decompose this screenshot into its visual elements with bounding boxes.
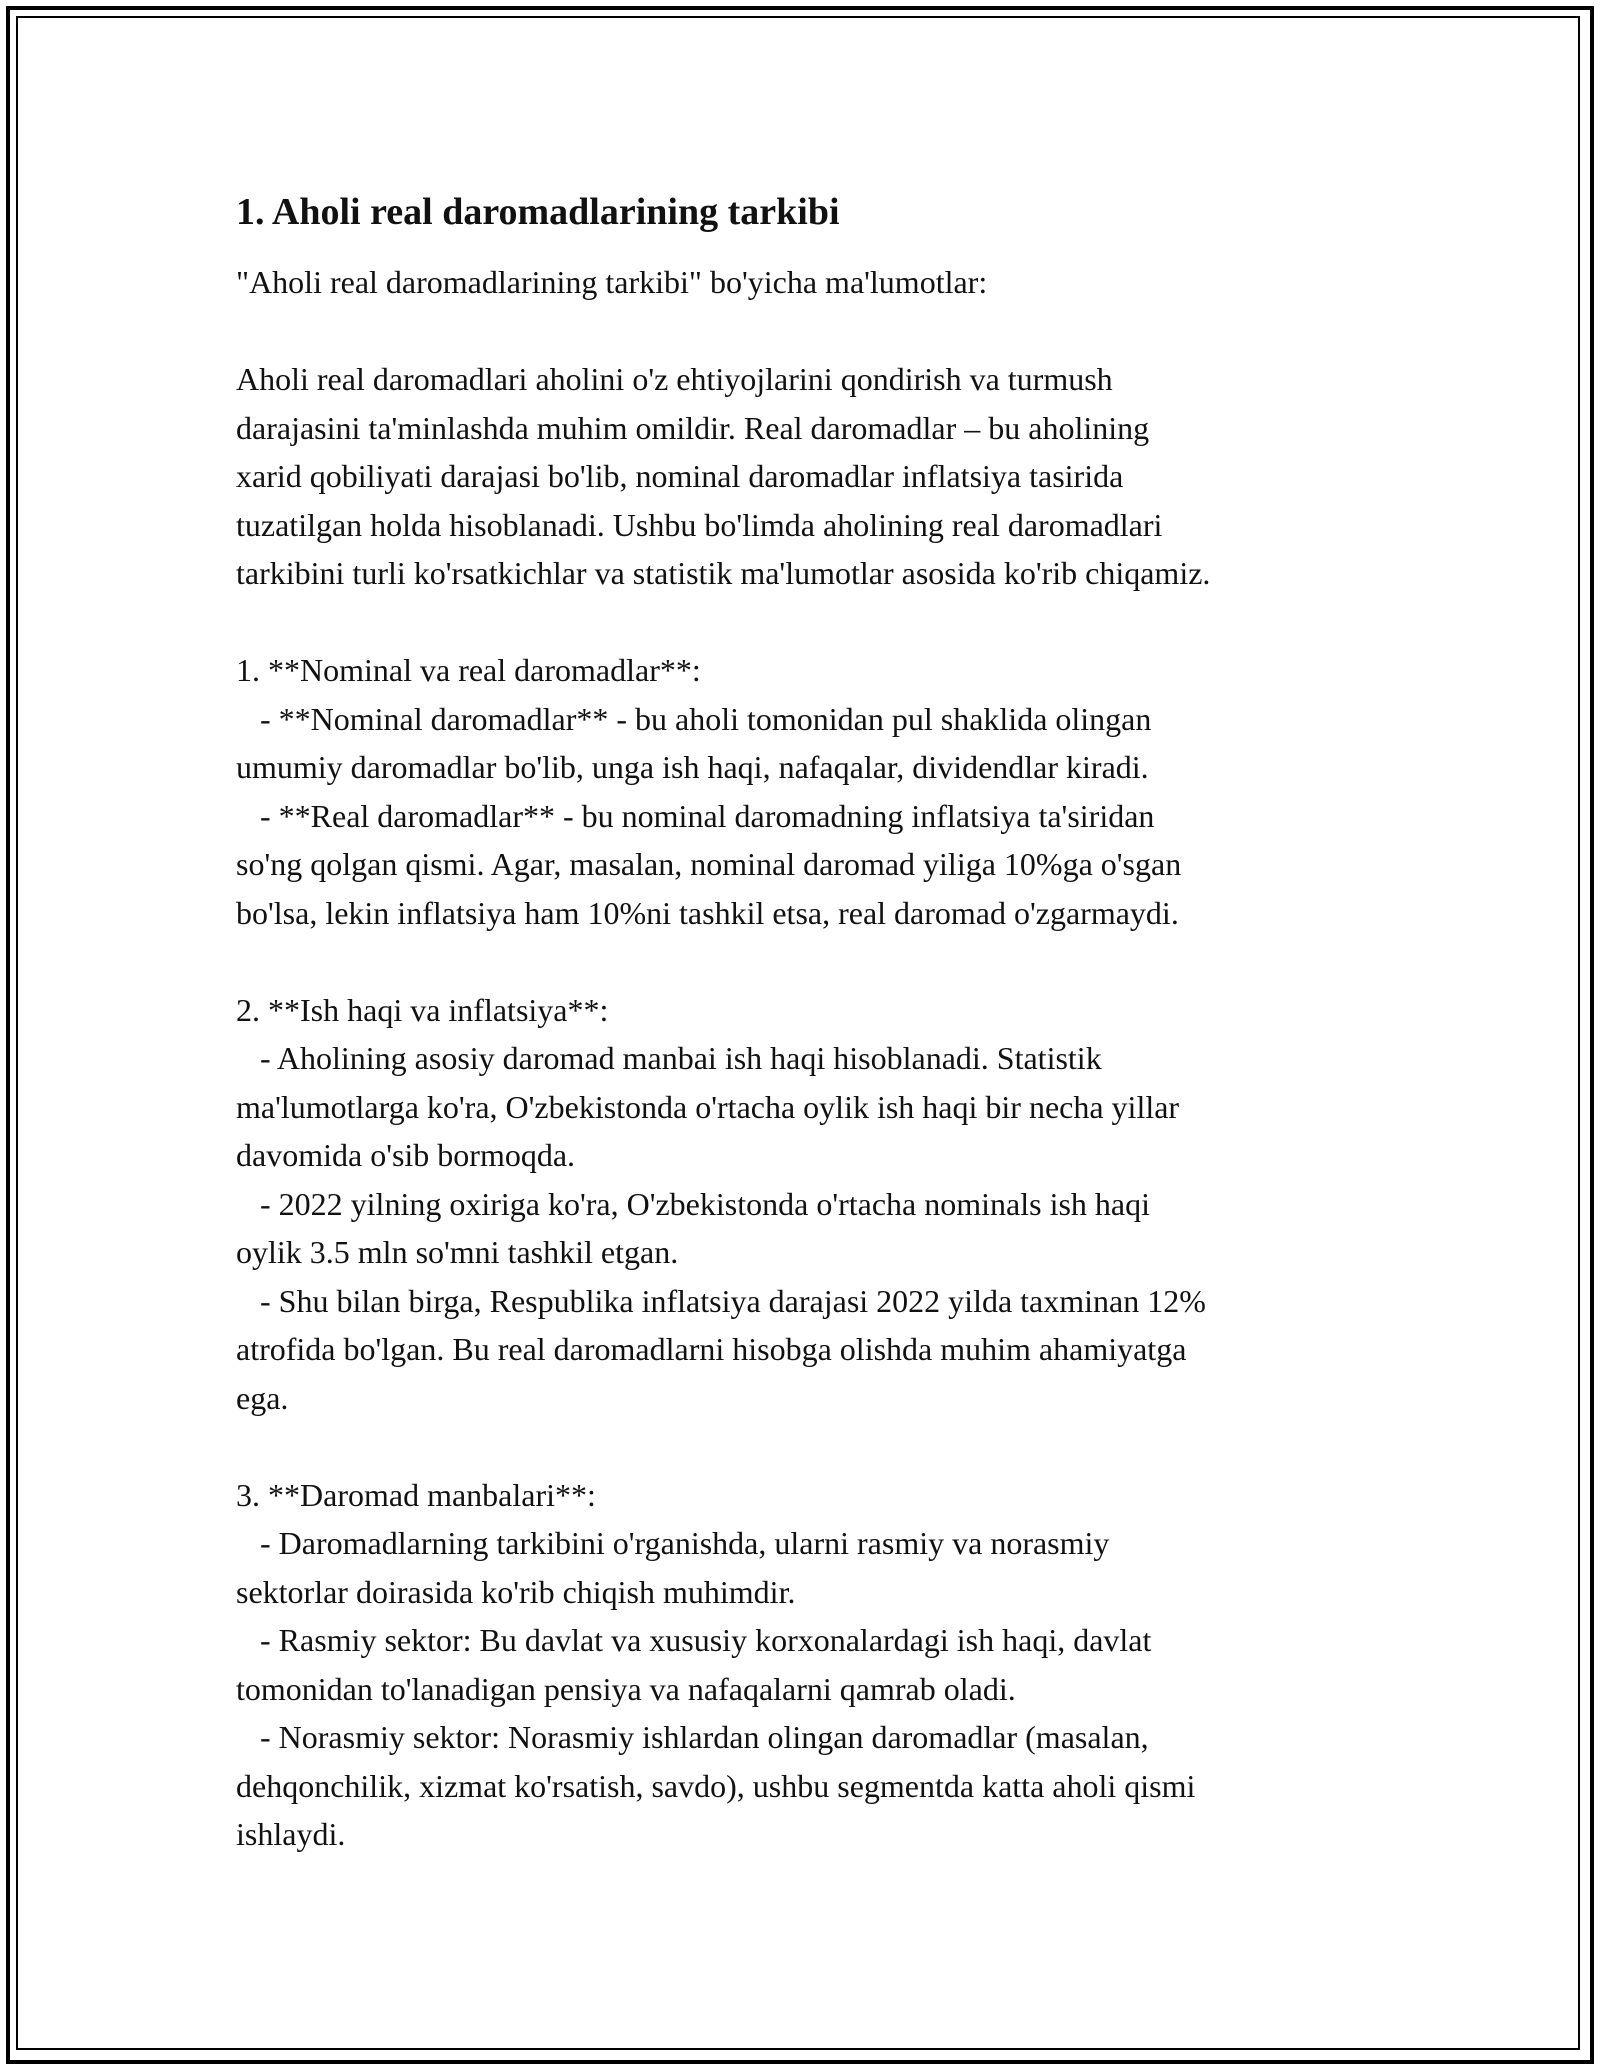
document-title: 1. Aholi real daromadlarining tarkibi: [236, 191, 840, 233]
document-page: [236, 188, 1376, 1859]
section-item: - 2022 yilning oxiriga ko'ra, O'zbekistonda o'rtacha nominals ish haqi oylik 3.5 mln so'mni tashkil etgan.: [236, 1185, 1150, 1270]
paragraph-gap: [236, 307, 1376, 356]
paragraph-gap: [236, 598, 1376, 647]
section-3: [236, 1471, 1376, 1859]
section-heading: 3. **Daromad manbalari**:: [236, 1476, 596, 1513]
paragraph-gap: [236, 937, 1376, 986]
section-item: - Shu bilan birga, Respublika inflatsiya darajasi 2022 yilda taxminan 12% atrofida bo'lgan. Bu real daromadlarni hisobga olishda muhim ahamiyatga ega.: [236, 1282, 1206, 1416]
section-item: - Norasmiy sektor: Norasmiy ishlardan olingan daromadlar (masalan, dehqonchilik, xizmat ko'rsatish, savdo), ushbu segmentda katta aholi qismi ishlaydi.: [236, 1719, 1196, 1852]
section-heading: 1. **Nominal va real daromadlar**:: [236, 652, 701, 688]
section-1: [236, 646, 1376, 937]
section-item: - **Real daromadlar** - bu nominal daromadning inflatsiya ta'siridan so'ng qolgan qismi. Agar, masalan, nominal daromad yiliga 10%ga o'sgan bo'lsa, lekin inflatsiya ham 10%ni tashkil etsa, real daromad o'zgarmaydi.: [236, 797, 1182, 931]
section-2: [236, 986, 1376, 1423]
overview-paragraph: Aholi real daromadlari aholini o'z ehtiyojlarini qondirish va turmush darajasini ta'minlashda muhim omildir. Real daromadlar – bu aholining xarid qobiliyati darajasi bo'lib, nominal daromadlar inflatsiya tasirida tuzatilgan holda hisoblanadi. Ushbu bo'limda aholining real daromadlari tarkibini turli ko'rsatkichlar va statistik ma'lumotlar asosida ko'rib chiqamiz.: [236, 361, 1211, 591]
section-item: - Daromadlarning tarkibini o'rganishda, ularni rasmiy va norasmiy sektorlar doirasida ko'rib chiqish muhimdir.: [236, 1525, 1110, 1610]
section-item: - Aholining asosiy daromad manbai ish haqi hisoblanadi. Statistik ma'lumotlarga ko'ra, O'zbekistonda o'rtacha oylik ish haqi bir necha yillar davomida o'sib bormoqda.: [236, 1040, 1180, 1173]
section-heading: 2. **Ish haqi va inflatsiya**:: [236, 991, 609, 1028]
paragraph-gap: [236, 1422, 1376, 1471]
intro-line: "Aholi real daromadlarining tarkibi" bo'yicha ma'lumotlar:: [236, 264, 988, 300]
section-item: - **Nominal daromadlar** - bu aholi tomonidan pul shaklida olingan umumiy daromadlar bo'lib, unga ish haqi, nafaqalar, dividendlar kiradi.: [236, 700, 1152, 785]
section-item: - Rasmiy sektor: Bu davlat va xususiy korxonalardagi ish haqi, davlat tomonidan to'lanadigan pensiya va nafaqalarni qamrab oladi.: [236, 1622, 1152, 1707]
